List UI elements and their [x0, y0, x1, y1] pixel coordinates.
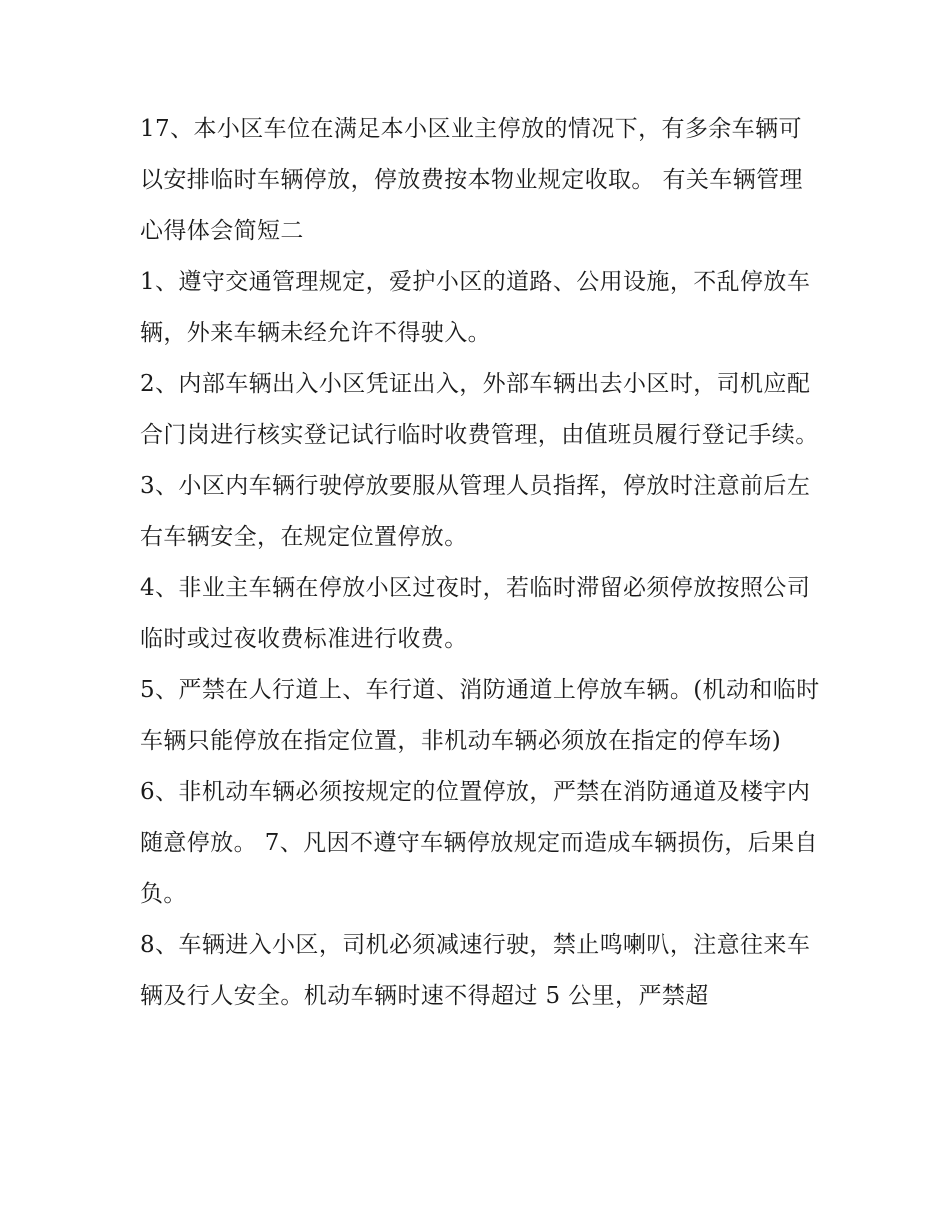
- paragraph-rule-2: 2、内部车辆出入小区凭证出入，外部车辆出去小区时，司机应配合门岗进行核实登记试行临时收费管理，由值班员履行登记手续。: [140, 371, 819, 448]
- paragraph-rule-17: 17、本小区车位在满足本小区业主停放的情况下，有多余车辆可以安排临时车辆停放，停放费按本物业规定收取。 有关车辆管理心得体会简短二: [140, 116, 803, 244]
- paragraph-rule-1: 1、遵守交通管理规定，爱护小区的道路、公用设施，不乱停放车辆，外来车辆未经允许不得驶入。: [140, 269, 811, 346]
- paragraph-rule-8: 8、车辆进入小区，司机必须减速行驶，禁止鸣喇叭，注意往来车辆及行人安全。机动车辆时速不得超过 5 公里，严禁超: [140, 932, 811, 1009]
- paragraph-rule-4: 4、非业主车辆在停放小区过夜时，若临时滞留必须停放按照公司临时或过夜收费标准进行收费。: [140, 575, 811, 652]
- paragraph-rule-6-7: 6、非机动车辆必须按规定的位置停放，严禁在消防通道及楼宇内随意停放。 7、凡因不遵守车辆停放规定而造成车辆损伤，后果自负。: [140, 779, 818, 907]
- paragraph-rule-5: 5、严禁在人行道上、车行道、消防通道上停放车辆。(机动和临时车辆只能停放在指定位置，非机动车辆必须放在指定的停车场): [140, 677, 820, 754]
- document-body: [140, 104, 820, 1022]
- paragraph-rule-3: 3、小区内车辆行驶停放要服从管理人员指挥，停放时注意前后左右车辆安全，在规定位置停放。: [140, 473, 811, 550]
